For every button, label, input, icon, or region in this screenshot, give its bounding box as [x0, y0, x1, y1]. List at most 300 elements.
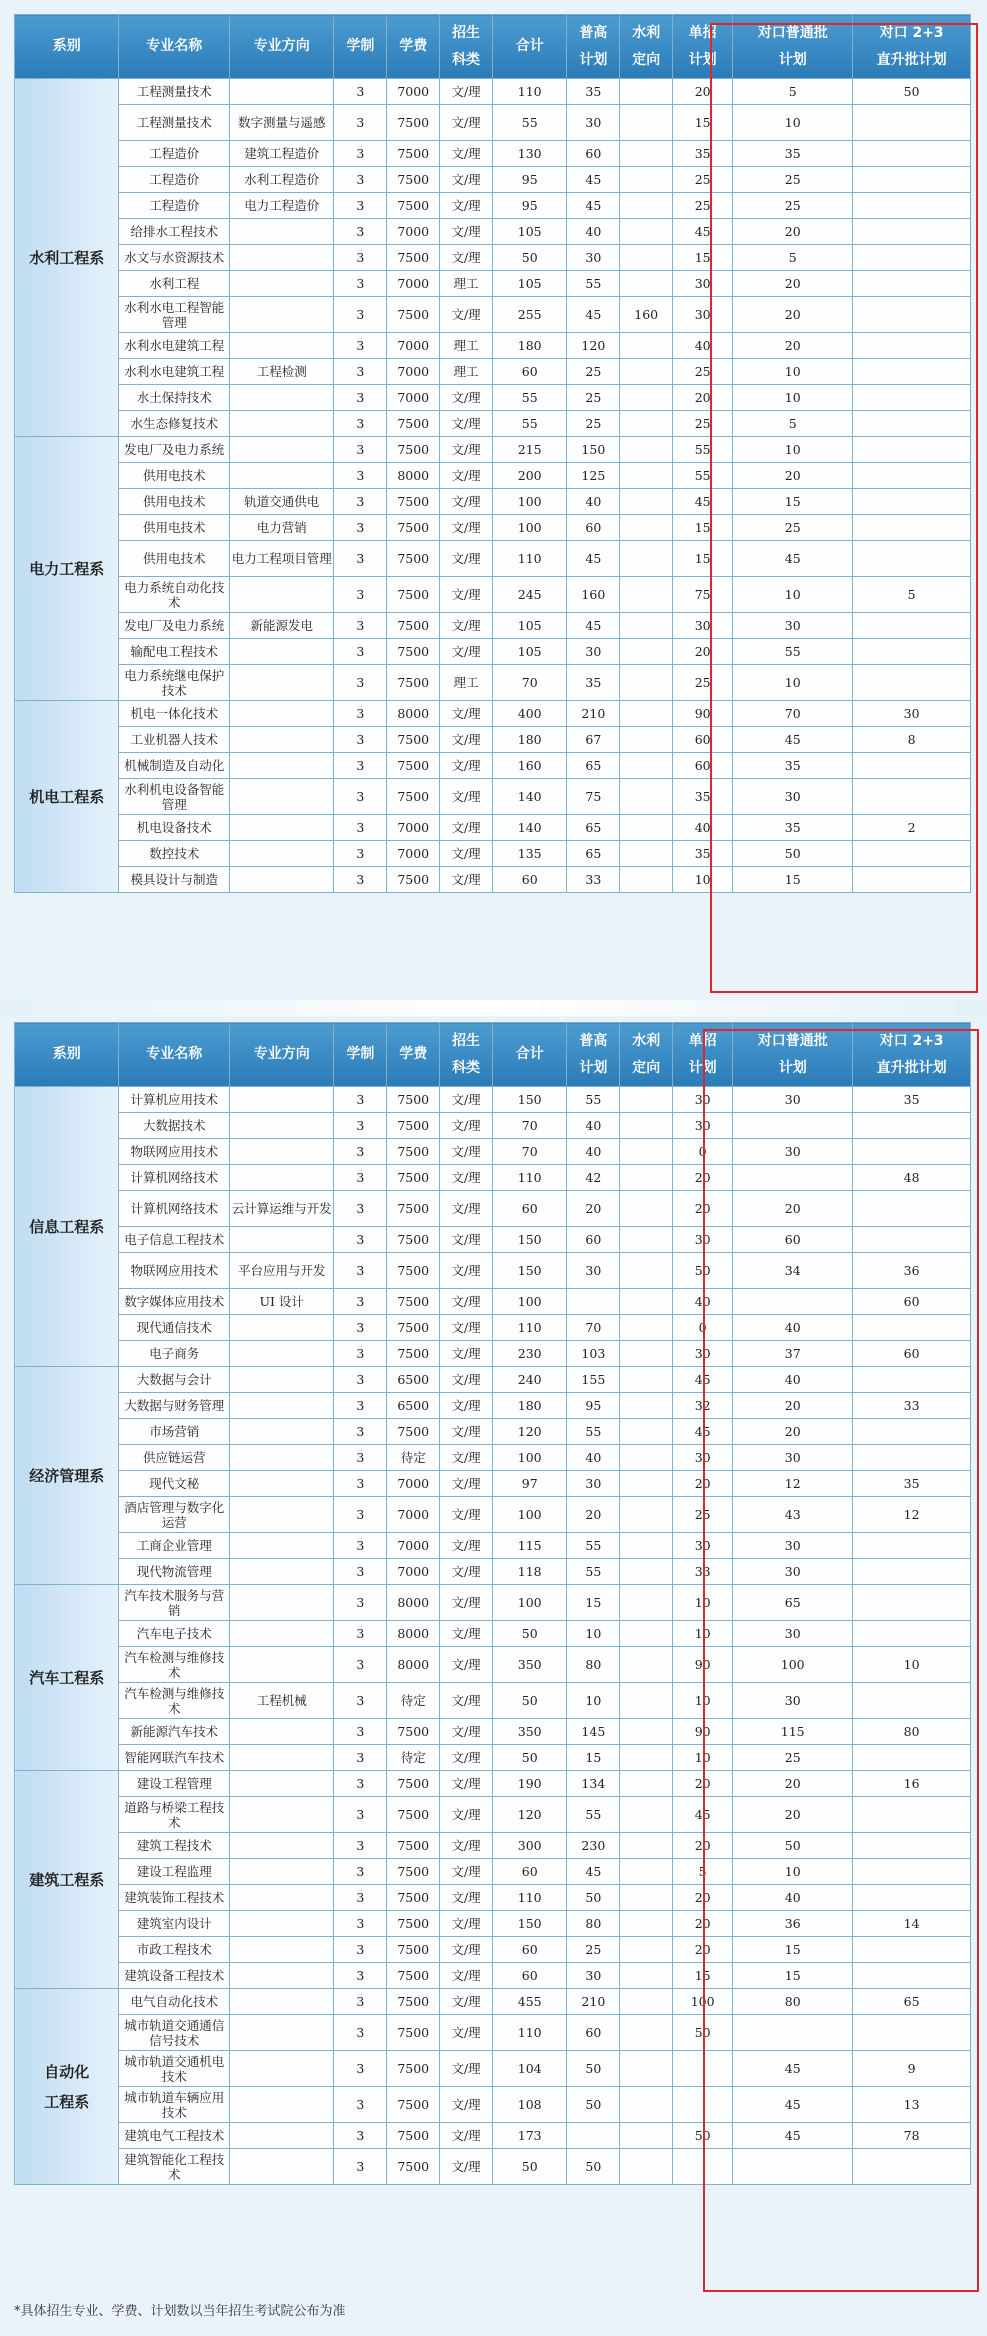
- value-cell: 37: [733, 1341, 853, 1367]
- value-cell: 3: [334, 1227, 387, 1253]
- enrollment-table-panel-1: [14, 14, 971, 893]
- value-cell: 7000: [387, 219, 440, 245]
- value-cell: 文/理: [440, 245, 493, 271]
- value-cell: 60: [492, 1963, 566, 1989]
- value-cell: [620, 1419, 673, 1445]
- value-cell: 75: [567, 779, 620, 815]
- direction-cell: [229, 577, 333, 613]
- value-cell: [620, 1533, 673, 1559]
- value-cell: 3: [334, 727, 387, 753]
- direction-cell: [229, 727, 333, 753]
- major-name-cell: 水生态修复技术: [119, 411, 229, 437]
- major-name-cell: 供用电技术: [119, 463, 229, 489]
- value-cell: 文/理: [440, 1471, 493, 1497]
- value-cell: 3: [334, 1937, 387, 1963]
- value-cell: 67: [567, 727, 620, 753]
- value-cell: 50: [492, 1745, 566, 1771]
- direction-cell: [229, 1471, 333, 1497]
- table-row: [15, 541, 971, 577]
- value-cell: 150: [567, 437, 620, 463]
- header-cell: 学制: [334, 1023, 387, 1087]
- direction-cell: [229, 1445, 333, 1471]
- value-cell: 文/理: [440, 541, 493, 577]
- value-cell: 30: [733, 1087, 853, 1113]
- value-cell: [853, 1859, 971, 1885]
- value-cell: 40: [567, 219, 620, 245]
- value-cell: 25: [673, 193, 733, 219]
- value-cell: 文/理: [440, 1139, 493, 1165]
- value-cell: [620, 437, 673, 463]
- value-cell: 3: [334, 1621, 387, 1647]
- value-cell: 215: [492, 437, 566, 463]
- value-cell: 7500: [387, 1859, 440, 1885]
- value-cell: [673, 2149, 733, 2185]
- value-cell: 10: [733, 665, 853, 701]
- table-row: [15, 1833, 971, 1859]
- value-cell: [853, 385, 971, 411]
- value-cell: 25: [567, 385, 620, 411]
- value-cell: 3: [334, 1885, 387, 1911]
- value-cell: 10: [673, 1585, 733, 1621]
- header-cell: 水利 定向: [620, 15, 673, 79]
- value-cell: 10: [673, 1745, 733, 1771]
- value-cell: [853, 1885, 971, 1911]
- value-cell: 25: [673, 665, 733, 701]
- value-cell: 3: [334, 665, 387, 701]
- value-cell: 3: [334, 219, 387, 245]
- value-cell: 55: [733, 639, 853, 665]
- value-cell: 文/理: [440, 577, 493, 613]
- value-cell: 30: [567, 105, 620, 141]
- value-cell: 30: [673, 1227, 733, 1253]
- value-cell: 3: [334, 815, 387, 841]
- value-cell: 3: [334, 701, 387, 727]
- value-cell: [853, 2149, 971, 2185]
- value-cell: 45: [733, 727, 853, 753]
- header-cell: 学费: [387, 1023, 440, 1087]
- direction-cell: [229, 1621, 333, 1647]
- value-cell: [853, 463, 971, 489]
- value-cell: 10: [673, 1683, 733, 1719]
- value-cell: [853, 359, 971, 385]
- value-cell: 文/理: [440, 639, 493, 665]
- header-cell: 单招 计划: [673, 1023, 733, 1087]
- direction-cell: [229, 1497, 333, 1533]
- value-cell: 3: [334, 1113, 387, 1139]
- department-cell: 水利工程系: [15, 79, 119, 437]
- value-cell: 150: [492, 1911, 566, 1937]
- table-row: [15, 1859, 971, 1885]
- value-cell: 3: [334, 437, 387, 463]
- value-cell: 100: [492, 1445, 566, 1471]
- value-cell: 45: [567, 297, 620, 333]
- value-cell: 120: [567, 333, 620, 359]
- value-cell: 10: [567, 1683, 620, 1719]
- value-cell: [620, 1771, 673, 1797]
- value-cell: 10: [673, 1621, 733, 1647]
- value-cell: [853, 1585, 971, 1621]
- value-cell: 8: [853, 727, 971, 753]
- value-cell: 50: [853, 79, 971, 105]
- value-cell: 文/理: [440, 2087, 493, 2123]
- value-cell: 55: [567, 1797, 620, 1833]
- direction-cell: [229, 1797, 333, 1833]
- major-name-cell: 市场营销: [119, 1419, 229, 1445]
- value-cell: 3: [334, 841, 387, 867]
- header-cell: 普高 计划: [567, 15, 620, 79]
- value-cell: 35: [853, 1087, 971, 1113]
- major-name-cell: 建筑设备工程技术: [119, 1963, 229, 1989]
- value-cell: 文/理: [440, 1559, 493, 1585]
- value-cell: 7500: [387, 2051, 440, 2087]
- major-name-cell: 建筑工程技术: [119, 1833, 229, 1859]
- value-cell: 3: [334, 245, 387, 271]
- value-cell: 7500: [387, 2087, 440, 2123]
- value-cell: 25: [567, 1937, 620, 1963]
- value-cell: 20: [733, 1419, 853, 1445]
- direction-cell: [229, 2087, 333, 2123]
- value-cell: [620, 1191, 673, 1227]
- value-cell: 7500: [387, 2123, 440, 2149]
- value-cell: [620, 1113, 673, 1139]
- value-cell: 3: [334, 193, 387, 219]
- value-cell: [620, 577, 673, 613]
- major-name-cell: 水利工程: [119, 271, 229, 297]
- value-cell: 7500: [387, 1937, 440, 1963]
- table-row: [15, 385, 971, 411]
- direction-cell: [229, 333, 333, 359]
- value-cell: 3: [334, 2015, 387, 2051]
- value-cell: [567, 1289, 620, 1315]
- value-cell: 3: [334, 1683, 387, 1719]
- value-cell: 文/理: [440, 2015, 493, 2051]
- value-cell: 10: [733, 105, 853, 141]
- value-cell: [620, 1165, 673, 1191]
- value-cell: 40: [567, 1139, 620, 1165]
- value-cell: 3: [334, 1253, 387, 1289]
- value-cell: [620, 779, 673, 815]
- value-cell: 文/理: [440, 1963, 493, 1989]
- value-cell: 8000: [387, 463, 440, 489]
- value-cell: 3: [334, 79, 387, 105]
- table-row: [15, 1315, 971, 1341]
- direction-cell: [229, 753, 333, 779]
- value-cell: [620, 411, 673, 437]
- value-cell: 60: [567, 141, 620, 167]
- value-cell: 35: [673, 841, 733, 867]
- value-cell: 103: [567, 1341, 620, 1367]
- value-cell: 45: [567, 1859, 620, 1885]
- direction-cell: [229, 1989, 333, 2015]
- value-cell: 40: [673, 815, 733, 841]
- header-cell: 对口普通批 计划: [733, 1023, 853, 1087]
- value-cell: 25: [673, 411, 733, 437]
- table-row: [15, 1585, 971, 1621]
- value-cell: 7500: [387, 141, 440, 167]
- direction-cell: [229, 1393, 333, 1419]
- value-cell: 30: [733, 779, 853, 815]
- value-cell: 7500: [387, 489, 440, 515]
- direction-cell: [229, 411, 333, 437]
- value-cell: 7000: [387, 1533, 440, 1559]
- value-cell: [733, 2149, 853, 2185]
- value-cell: [620, 753, 673, 779]
- value-cell: 3: [334, 577, 387, 613]
- value-cell: 35: [567, 665, 620, 701]
- value-cell: 7500: [387, 1797, 440, 1833]
- direction-cell: [229, 1559, 333, 1585]
- value-cell: 25: [733, 167, 853, 193]
- value-cell: [620, 727, 673, 753]
- value-cell: 55: [567, 271, 620, 297]
- direction-cell: 建筑工程造价: [229, 141, 333, 167]
- value-cell: [853, 1227, 971, 1253]
- value-cell: 30: [733, 613, 853, 639]
- table-row: [15, 515, 971, 541]
- value-cell: [620, 1937, 673, 1963]
- major-name-cell: 机电设备技术: [119, 815, 229, 841]
- value-cell: [853, 1419, 971, 1445]
- table-row: [15, 727, 971, 753]
- value-cell: 60: [492, 1191, 566, 1227]
- value-cell: 文/理: [440, 1533, 493, 1559]
- value-cell: 20: [733, 271, 853, 297]
- table-row: [15, 1719, 971, 1745]
- value-cell: 30: [673, 1445, 733, 1471]
- value-cell: 50: [673, 2015, 733, 2051]
- value-cell: [853, 245, 971, 271]
- table-row: [15, 1963, 971, 1989]
- value-cell: 文/理: [440, 1647, 493, 1683]
- table-row: [15, 1087, 971, 1113]
- value-cell: 30: [673, 297, 733, 333]
- value-cell: 文/理: [440, 1833, 493, 1859]
- direction-cell: 云计算运维与开发: [229, 1191, 333, 1227]
- direction-cell: [229, 1533, 333, 1559]
- direction-cell: [229, 1367, 333, 1393]
- value-cell: 30: [673, 613, 733, 639]
- direction-cell: [229, 841, 333, 867]
- value-cell: 32: [673, 1393, 733, 1419]
- value-cell: 65: [567, 841, 620, 867]
- value-cell: 20: [733, 463, 853, 489]
- header-cell: 专业名称: [119, 1023, 229, 1087]
- value-cell: 文/理: [440, 1771, 493, 1797]
- header-cell: 学制: [334, 15, 387, 79]
- value-cell: 3: [334, 1989, 387, 2015]
- value-cell: 5: [733, 245, 853, 271]
- value-cell: 3: [334, 639, 387, 665]
- major-name-cell: 供用电技术: [119, 515, 229, 541]
- value-cell: 45: [673, 1367, 733, 1393]
- table-row: [15, 1419, 971, 1445]
- value-cell: [620, 1963, 673, 1989]
- value-cell: 20: [733, 1393, 853, 1419]
- value-cell: 30: [853, 701, 971, 727]
- value-cell: 173: [492, 2123, 566, 2149]
- value-cell: 30: [673, 1087, 733, 1113]
- table-row: [15, 1937, 971, 1963]
- table-row: [15, 1911, 971, 1937]
- value-cell: 255: [492, 297, 566, 333]
- table-row: [15, 333, 971, 359]
- value-cell: 待定: [387, 1683, 440, 1719]
- value-cell: 60: [567, 515, 620, 541]
- value-cell: 13: [853, 2087, 971, 2123]
- direction-cell: 数字测量与遥感: [229, 105, 333, 141]
- value-cell: 60: [733, 1227, 853, 1253]
- value-cell: 100: [492, 515, 566, 541]
- value-cell: [733, 1165, 853, 1191]
- value-cell: [853, 1139, 971, 1165]
- value-cell: 3: [334, 1419, 387, 1445]
- value-cell: 文/理: [440, 727, 493, 753]
- major-name-cell: 市政工程技术: [119, 1937, 229, 1963]
- value-cell: [853, 219, 971, 245]
- value-cell: 20: [733, 1191, 853, 1227]
- value-cell: 150: [492, 1227, 566, 1253]
- major-name-cell: 水利水电建筑工程: [119, 333, 229, 359]
- direction-cell: [229, 1139, 333, 1165]
- value-cell: 文/理: [440, 2051, 493, 2087]
- department-cell: 经济管理系: [15, 1367, 119, 1585]
- department-cell: 机电工程系: [15, 701, 119, 893]
- value-cell: 95: [492, 167, 566, 193]
- value-cell: 3: [334, 271, 387, 297]
- value-cell: 20: [673, 79, 733, 105]
- value-cell: 10: [733, 385, 853, 411]
- department-cell: 建筑工程系: [15, 1771, 119, 1989]
- value-cell: [620, 1253, 673, 1289]
- value-cell: 7500: [387, 779, 440, 815]
- value-cell: 7000: [387, 1471, 440, 1497]
- value-cell: 文/理: [440, 297, 493, 333]
- direction-cell: [229, 2051, 333, 2087]
- value-cell: 3: [334, 515, 387, 541]
- value-cell: 7000: [387, 1559, 440, 1585]
- value-cell: 30: [733, 1445, 853, 1471]
- value-cell: 7500: [387, 1885, 440, 1911]
- value-cell: 7500: [387, 1087, 440, 1113]
- value-cell: [620, 385, 673, 411]
- value-cell: 45: [567, 193, 620, 219]
- value-cell: 5: [853, 577, 971, 613]
- direction-cell: [229, 385, 333, 411]
- value-cell: 40: [567, 1445, 620, 1471]
- value-cell: 48: [853, 1165, 971, 1191]
- value-cell: 7500: [387, 245, 440, 271]
- value-cell: 文/理: [440, 1885, 493, 1911]
- value-cell: 100: [492, 1585, 566, 1621]
- enrollment-table-2: [14, 1022, 971, 2185]
- value-cell: 230: [567, 1833, 620, 1859]
- value-cell: [620, 1719, 673, 1745]
- value-cell: 文/理: [440, 1367, 493, 1393]
- value-cell: 7500: [387, 411, 440, 437]
- table-row: [15, 2149, 971, 2185]
- value-cell: 文/理: [440, 1683, 493, 1719]
- value-cell: 70: [492, 1139, 566, 1165]
- table-row: [15, 2123, 971, 2149]
- value-cell: 140: [492, 815, 566, 841]
- value-cell: 110: [492, 1885, 566, 1911]
- value-cell: 10: [733, 1859, 853, 1885]
- value-cell: [853, 333, 971, 359]
- value-cell: 45: [673, 219, 733, 245]
- value-cell: 7500: [387, 665, 440, 701]
- major-name-cell: 水土保持技术: [119, 385, 229, 411]
- value-cell: 50: [567, 2149, 620, 2185]
- value-cell: 40: [733, 1367, 853, 1393]
- value-cell: 20: [673, 1911, 733, 1937]
- value-cell: 300: [492, 1833, 566, 1859]
- value-cell: 30: [673, 1533, 733, 1559]
- value-cell: 7500: [387, 1419, 440, 1445]
- table-row: [15, 1989, 971, 2015]
- value-cell: 文/理: [440, 219, 493, 245]
- table-row: [15, 1471, 971, 1497]
- value-cell: 50: [492, 1683, 566, 1719]
- value-cell: 145: [567, 1719, 620, 1745]
- value-cell: [853, 1833, 971, 1859]
- table-row: [15, 1621, 971, 1647]
- value-cell: 7500: [387, 727, 440, 753]
- value-cell: 110: [492, 1315, 566, 1341]
- value-cell: 25: [673, 167, 733, 193]
- value-cell: 55: [567, 1559, 620, 1585]
- value-cell: 理工: [440, 359, 493, 385]
- table-row: [15, 1559, 971, 1585]
- direction-cell: [229, 665, 333, 701]
- value-cell: 0: [673, 1315, 733, 1341]
- value-cell: 50: [673, 2123, 733, 2149]
- table-row: [15, 1683, 971, 1719]
- value-cell: [620, 541, 673, 577]
- value-cell: 105: [492, 613, 566, 639]
- value-cell: [620, 193, 673, 219]
- value-cell: 文/理: [440, 193, 493, 219]
- table-row: [15, 841, 971, 867]
- major-name-cell: 建筑智能化工程技术: [119, 2149, 229, 2185]
- table-row: [15, 1885, 971, 1911]
- value-cell: 35: [673, 779, 733, 815]
- value-cell: 待定: [387, 1745, 440, 1771]
- value-cell: 7500: [387, 639, 440, 665]
- value-cell: 7000: [387, 79, 440, 105]
- value-cell: 3: [334, 541, 387, 577]
- header-cell: 系别: [15, 15, 119, 79]
- value-cell: 待定: [387, 1445, 440, 1471]
- value-cell: 7500: [387, 1963, 440, 1989]
- value-cell: 45: [733, 541, 853, 577]
- value-cell: 15: [733, 1937, 853, 1963]
- value-cell: [620, 333, 673, 359]
- value-cell: 16: [853, 1771, 971, 1797]
- value-cell: 55: [673, 437, 733, 463]
- value-cell: [853, 297, 971, 333]
- value-cell: 160: [620, 297, 673, 333]
- value-cell: 7500: [387, 1191, 440, 1227]
- major-name-cell: 水文与水资源技术: [119, 245, 229, 271]
- value-cell: 3: [334, 1139, 387, 1165]
- major-name-cell: 大数据技术: [119, 1113, 229, 1139]
- value-cell: 7500: [387, 1719, 440, 1745]
- value-cell: 3: [334, 1585, 387, 1621]
- table-row: [15, 639, 971, 665]
- direction-cell: [229, 1165, 333, 1191]
- value-cell: 100: [492, 1497, 566, 1533]
- table-row: [15, 219, 971, 245]
